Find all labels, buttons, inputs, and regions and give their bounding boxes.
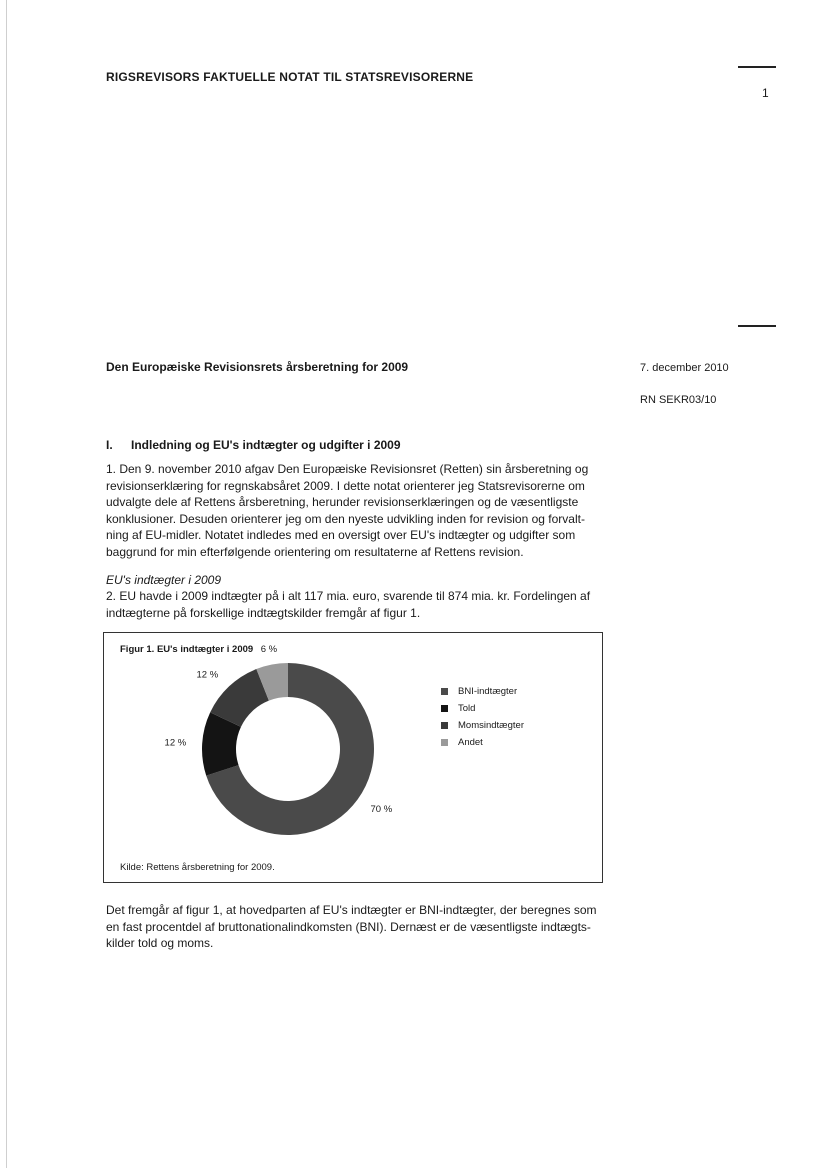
subheading: EU's indtægter i 2009 (106, 573, 222, 587)
donut-value-label: 12 % (196, 669, 219, 681)
donut-chart (104, 633, 604, 884)
paragraph-line: baggrund for min efterfølgende orientering om resultaterne af Rettens revision. (106, 544, 524, 559)
paragraph-line: udvalgte dele af Rettens årsberetning, herunder revisionserklæringen og de væsentligste (106, 495, 579, 509)
donut-value-label: 12 % (164, 737, 187, 749)
paragraph-line: ning af EU-midler. Notatet indledes med en oversigt over EU's indtægter og udgifter som (106, 528, 576, 542)
paragraph-line: 1. Den 9. november 2010 afgav Den Europæiske Revisionsret (Retten) sin årsberetning og (106, 462, 589, 476)
legend-swatch (441, 722, 448, 729)
scan-edge (6, 0, 7, 1168)
paragraph-line: konklusioner. Desuden orienterer jeg om den nyeste udvikling inden for revision og forvalt- (106, 511, 585, 526)
figure-source: Kilde: Rettens årsberetning for 2009. (120, 862, 275, 873)
paragraph-line: kilder told og moms. (106, 936, 214, 950)
legend-item (441, 734, 524, 751)
margin-rule (738, 325, 776, 327)
legend-item (441, 717, 524, 734)
header-rule (738, 66, 776, 68)
donut-value-label: 6 % (260, 643, 278, 655)
section-title: Indledning og EU's indtægter og udgifter i 2009 (131, 438, 401, 452)
legend-swatch (441, 688, 448, 695)
paragraph-line: indtægterne på forskellige indtægtskilder fremgår af figur 1. (106, 605, 421, 620)
figure-1 (103, 632, 603, 883)
header-title: RIGSREVISORS FAKTUELLE NOTAT TIL STATSREVISORERNE (106, 70, 474, 84)
paragraph-2 (106, 588, 606, 621)
page-number: 1 (762, 86, 769, 100)
donut-value-label: 70 % (370, 803, 393, 815)
figure-caption: Figur 1. EU's indtægter i 2009 (120, 644, 254, 655)
paragraph-line: revisionserklæring for regnskabsåret 2009. I dette notat orienterer jeg Statsrevisorerne om (106, 478, 585, 493)
document-date: 7. december 2010 (640, 362, 729, 374)
paragraph-3 (106, 902, 606, 952)
legend-label: Momsindtægter (458, 720, 524, 731)
paragraph-1 (106, 461, 606, 560)
legend-swatch (441, 705, 448, 712)
legend-item (441, 683, 524, 700)
paragraph-line: 2. EU havde i 2009 indtægter på i alt 117 mia. euro, svarende til 874 mia. kr. Fordelingen af (106, 589, 591, 603)
paragraph-line: Det fremgår af figur 1, at hovedparten af EU's indtægter er BNI-indtægter, der beregnes som (106, 903, 597, 917)
document-reference: RN SEKR03/10 (640, 394, 717, 406)
section-number: I. (106, 438, 113, 452)
legend-item (441, 700, 524, 717)
section-heading (106, 438, 401, 452)
legend-swatch (441, 739, 448, 746)
legend-label: BNI-indtægter (458, 686, 518, 697)
paragraph-line: en fast procentdel af bruttonationalindkomsten (BNI). Dernæst er de væsentligste indtægts- (106, 919, 591, 934)
chart-legend (441, 683, 524, 751)
legend-label: Andet (458, 737, 483, 748)
legend-label: Told (458, 703, 476, 714)
document-title: Den Europæiske Revisionsrets årsberetning for 2009 (106, 360, 409, 374)
